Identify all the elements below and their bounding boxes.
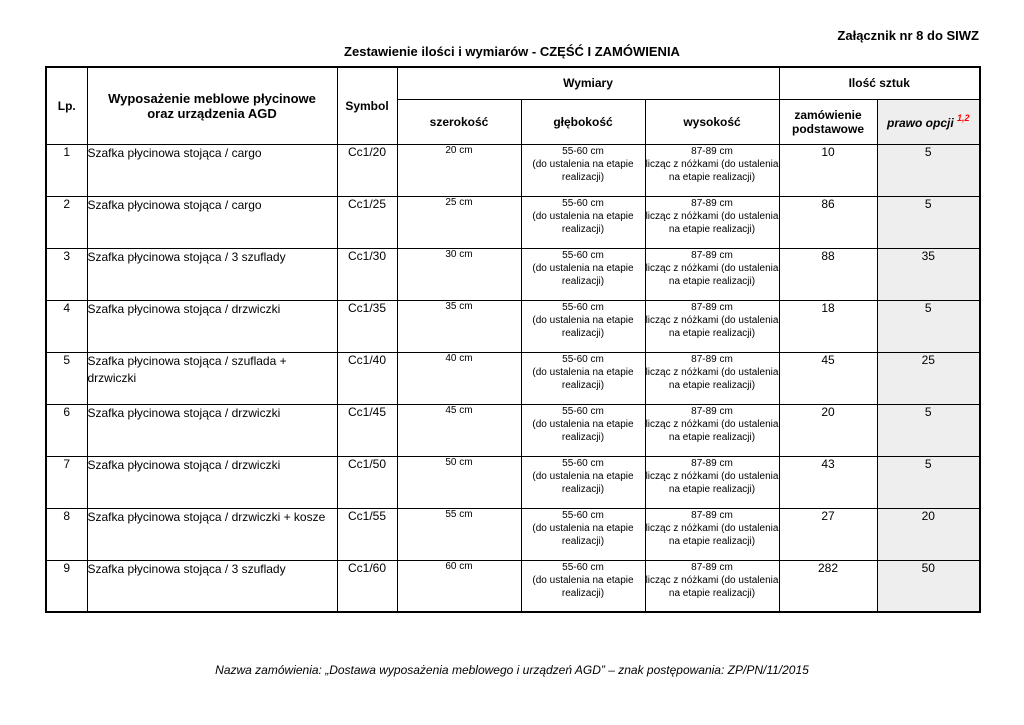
row-height xyxy=(645,352,779,404)
row-height-note1: licząc z nóżkami (do ustalenia xyxy=(645,522,779,534)
row-depth-value: 55-60 cm xyxy=(562,405,604,417)
row-product-name: Szafka płycinowa stojąca / cargo xyxy=(87,196,337,248)
header-height: wysokość xyxy=(645,99,779,144)
table-row xyxy=(46,196,980,248)
row-height-note1: licząc z nóżkami (do ustalenia xyxy=(645,418,779,430)
row-symbol: Cc1/45 xyxy=(337,404,397,456)
row-base-quantity: 45 xyxy=(779,352,877,404)
row-depth-note2: realizacji) xyxy=(561,483,605,495)
row-depth xyxy=(521,300,645,352)
row-depth-value: 55-60 cm xyxy=(562,301,604,313)
header-base-order xyxy=(779,99,877,144)
row-lp: 9 xyxy=(46,560,87,612)
row-depth xyxy=(521,196,645,248)
footer-order-name: Nazwa zamówienia: „Dostawa wyposażenia meblowego i urządzeń AGD” – znak postępowania: ZP/PN/11/2015 xyxy=(215,663,809,677)
row-product-name: Szafka płycinowa stojąca / szuflada + drzwiczki xyxy=(87,352,337,404)
row-lp: 7 xyxy=(46,456,87,508)
row-depth-note1: (do ustalenia na etapie xyxy=(532,314,634,326)
row-symbol: Cc1/40 xyxy=(337,352,397,404)
document-title: Zestawienie ilości i wymiarów - CZĘŚĆ I ZAMÓWIENIA xyxy=(344,44,680,59)
row-depth-note1: (do ustalenia na etapie xyxy=(532,418,634,430)
header-product-line1: Wyposażenie meblowe płycinowe xyxy=(108,90,316,106)
row-symbol: Cc1/50 xyxy=(337,456,397,508)
row-depth-note1: (do ustalenia na etapie xyxy=(532,470,634,482)
header-base-line2: podstawowe xyxy=(791,121,864,136)
row-lp: 6 xyxy=(46,404,87,456)
row-height-note1: licząc z nóżkami (do ustalenia xyxy=(645,366,779,378)
table-row xyxy=(46,352,980,404)
row-height xyxy=(645,144,779,196)
table-row xyxy=(46,248,980,300)
row-height xyxy=(645,404,779,456)
header-option-label: prawo opcji xyxy=(886,116,954,130)
row-width: 20 cm xyxy=(397,144,521,196)
row-depth-note2: realizacji) xyxy=(561,275,605,287)
row-depth xyxy=(521,456,645,508)
row-lp: 4 xyxy=(46,300,87,352)
header-quantity: Ilość sztuk xyxy=(779,67,980,99)
row-symbol: Cc1/20 xyxy=(337,144,397,196)
row-option-quantity: 5 xyxy=(877,144,980,196)
row-product-name: Szafka płycinowa stojąca / 3 szuflady xyxy=(87,560,337,612)
row-option-quantity: 5 xyxy=(877,300,980,352)
row-width: 55 cm xyxy=(397,508,521,560)
row-depth xyxy=(521,508,645,560)
row-lp: 2 xyxy=(46,196,87,248)
row-height-note1: licząc z nóżkami (do ustalenia xyxy=(645,574,779,586)
row-height-note1: licząc z nóżkami (do ustalenia xyxy=(645,158,779,170)
row-height-note1: licząc z nóżkami (do ustalenia xyxy=(645,470,779,482)
row-height-note2: na etapie realizacji) xyxy=(668,223,756,235)
row-base-quantity: 10 xyxy=(779,144,877,196)
header-width: szerokość xyxy=(397,99,521,144)
row-width: 30 cm xyxy=(397,248,521,300)
header-product-line2: oraz urządzenia AGD xyxy=(147,105,277,121)
row-depth-note2: realizacji) xyxy=(561,327,605,339)
row-base-quantity: 86 xyxy=(779,196,877,248)
row-depth-note1: (do ustalenia na etapie xyxy=(532,262,634,274)
row-depth-value: 55-60 cm xyxy=(562,457,604,469)
row-height xyxy=(645,196,779,248)
header-base-line1: zamówienie xyxy=(794,107,862,122)
row-option-quantity: 5 xyxy=(877,196,980,248)
row-depth-note1: (do ustalenia na etapie xyxy=(532,574,634,586)
row-option-quantity: 20 xyxy=(877,508,980,560)
row-depth-value: 55-60 cm xyxy=(562,197,604,209)
row-depth xyxy=(521,144,645,196)
table-row xyxy=(46,300,980,352)
attachment-label: Załącznik nr 8 do SIWZ xyxy=(837,28,979,43)
row-product-name: Szafka płycinowa stojąca / drzwiczki xyxy=(87,404,337,456)
table-row xyxy=(46,508,980,560)
row-height-note2: na etapie realizacji) xyxy=(668,535,756,547)
row-depth xyxy=(521,560,645,612)
header-option-superscript: 1,2 xyxy=(957,113,970,123)
row-product-name: Szafka płycinowa stojąca / 3 szuflady xyxy=(87,248,337,300)
row-height xyxy=(645,456,779,508)
row-height-note2: na etapie realizacji) xyxy=(668,587,756,599)
row-height-value: 87-89 cm xyxy=(691,561,733,573)
row-base-quantity: 20 xyxy=(779,404,877,456)
row-depth xyxy=(521,248,645,300)
table-row xyxy=(46,404,980,456)
row-option-quantity: 25 xyxy=(877,352,980,404)
row-height-value: 87-89 cm xyxy=(691,249,733,261)
row-base-quantity: 18 xyxy=(779,300,877,352)
table-row xyxy=(46,560,980,612)
row-base-quantity: 27 xyxy=(779,508,877,560)
row-symbol: Cc1/30 xyxy=(337,248,397,300)
row-height-note1: licząc z nóżkami (do ustalenia xyxy=(645,262,779,274)
row-symbol: Cc1/60 xyxy=(337,560,397,612)
row-height-value: 87-89 cm xyxy=(691,353,733,365)
row-depth-note1: (do ustalenia na etapie xyxy=(532,522,634,534)
row-height-value: 87-89 cm xyxy=(691,457,733,469)
row-depth-note1: (do ustalenia na etapie xyxy=(532,158,634,170)
row-option-quantity: 5 xyxy=(877,404,980,456)
header-lp: Lp. xyxy=(46,67,87,144)
row-height xyxy=(645,248,779,300)
row-height-note1: licząc z nóżkami (do ustalenia xyxy=(645,314,779,326)
row-depth-value: 55-60 cm xyxy=(562,249,604,261)
row-height-value: 87-89 cm xyxy=(691,145,733,157)
row-depth-note1: (do ustalenia na etapie xyxy=(532,210,634,222)
row-symbol: Cc1/55 xyxy=(337,508,397,560)
row-product-name: Szafka płycinowa stojąca / cargo xyxy=(87,144,337,196)
row-depth-note2: realizacji) xyxy=(561,379,605,391)
row-depth-value: 55-60 cm xyxy=(562,353,604,365)
row-height xyxy=(645,300,779,352)
row-lp: 5 xyxy=(46,352,87,404)
row-width: 35 cm xyxy=(397,300,521,352)
row-height xyxy=(645,508,779,560)
row-depth-note2: realizacji) xyxy=(561,223,605,235)
row-height-note2: na etapie realizacji) xyxy=(668,379,756,391)
row-depth-note1: (do ustalenia na etapie xyxy=(532,366,634,378)
row-height xyxy=(645,560,779,612)
row-product-name: Szafka płycinowa stojąca / drzwiczki xyxy=(87,456,337,508)
row-width: 25 cm xyxy=(397,196,521,248)
row-height-note2: na etapie realizacji) xyxy=(668,327,756,339)
row-height-note1: licząc z nóżkami (do ustalenia xyxy=(645,210,779,222)
header-product xyxy=(87,67,337,144)
row-depth-note2: realizacji) xyxy=(561,535,605,547)
row-height-note2: na etapie realizacji) xyxy=(668,171,756,183)
header-dimensions: Wymiary xyxy=(397,67,779,99)
row-height-note2: na etapie realizacji) xyxy=(668,275,756,287)
row-height-value: 87-89 cm xyxy=(691,301,733,313)
row-depth-note2: realizacji) xyxy=(561,171,605,183)
row-base-quantity: 282 xyxy=(779,560,877,612)
row-product-name: Szafka płycinowa stojąca / drzwiczki xyxy=(87,300,337,352)
row-option-quantity: 5 xyxy=(877,456,980,508)
row-height-note2: na etapie realizacji) xyxy=(668,483,756,495)
dimensions-table xyxy=(45,66,981,613)
row-depth-value: 55-60 cm xyxy=(562,145,604,157)
row-depth-note2: realizacji) xyxy=(561,431,605,443)
row-depth-value: 55-60 cm xyxy=(562,561,604,573)
row-lp: 1 xyxy=(46,144,87,196)
row-depth xyxy=(521,404,645,456)
header-depth: głębokość xyxy=(521,99,645,144)
row-option-quantity: 35 xyxy=(877,248,980,300)
row-symbol: Cc1/25 xyxy=(337,196,397,248)
row-height-value: 87-89 cm xyxy=(691,197,733,209)
row-height-note2: na etapie realizacji) xyxy=(668,431,756,443)
row-width: 60 cm xyxy=(397,560,521,612)
row-height-value: 87-89 cm xyxy=(691,509,733,521)
row-base-quantity: 43 xyxy=(779,456,877,508)
header-option xyxy=(877,99,980,144)
row-product-name: Szafka płycinowa stojąca / drzwiczki + kosze xyxy=(87,508,337,560)
row-depth-note2: realizacji) xyxy=(561,587,605,599)
row-base-quantity: 88 xyxy=(779,248,877,300)
row-depth-value: 55-60 cm xyxy=(562,509,604,521)
row-width: 45 cm xyxy=(397,404,521,456)
row-lp: 3 xyxy=(46,248,87,300)
row-depth xyxy=(521,352,645,404)
header-symbol: Symbol xyxy=(337,67,397,144)
table-row xyxy=(46,456,980,508)
row-option-quantity: 50 xyxy=(877,560,980,612)
row-height-value: 87-89 cm xyxy=(691,405,733,417)
row-lp: 8 xyxy=(46,508,87,560)
row-width: 50 cm xyxy=(397,456,521,508)
row-symbol: Cc1/35 xyxy=(337,300,397,352)
row-width: 40 cm xyxy=(397,352,521,404)
table-row xyxy=(46,144,980,196)
